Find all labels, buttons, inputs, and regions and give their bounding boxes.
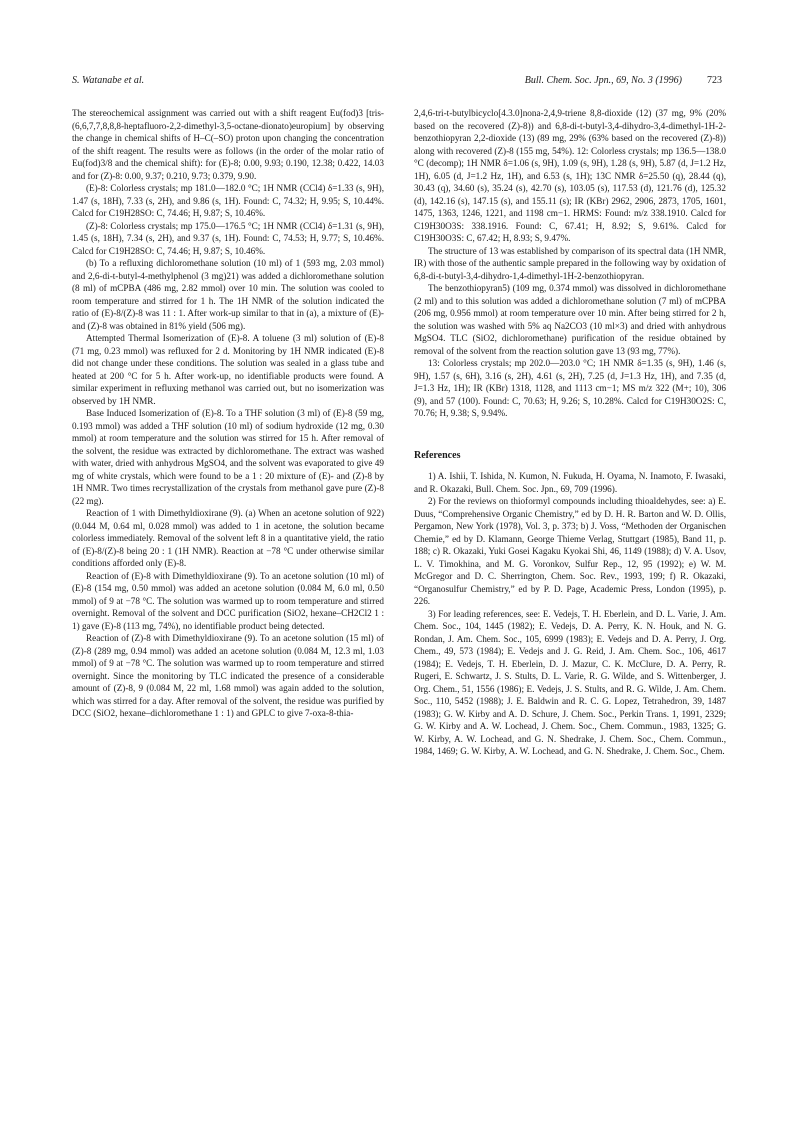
paragraph: The stereochemical assignment was carried out with a shift reagent Eu(fod)3 [tris-(6,6,7,7,8,8,8-heptafluoro-2,2-dimethyl-3,5-octane-dionato)europium] by observing the change in chemical shifts of H–C(–SO) proton upon changing the concentration of the shift reagent. The results were as follows (in the order of the molar ratio of Eu(fod)3/8 and the chemical shift): for (E)-8; 0.00, 9.93; 0.190, 12.38; 0.422, 14.03 and for (Z)-8: 0.00, 9.37; 0.210, 9.73; 0.379, 9.90.	[72, 108, 384, 181]
paragraph: (E)-8: Colorless crystals; mp 181.0—182.0 °C; 1H NMR (CCl4) δ=1.33 (s, 9H), 1.47 (s, 18H), 7.33 (s, 2H), and 9.86 (s, 1H). Found: C, 74.32; H, 9.95; S, 10.44%. Calcd for C19H28SO: C, 74.46; H, 9.87; S, 10.46%.	[72, 183, 384, 218]
right-column	[414, 107, 726, 758]
paragraph: Reaction of (E)-8 with Dimethyldioxirane (9). To an acetone solution (10 ml) of (E)-8 (154 mg, 0.50 mmol) was added an acetone solution (0.084 M, 6.0 ml, 0.50 mmol) of 9 at −78 °C. The solution was warmed up to room temperature and stirred overnight. Removal of the solvent and DCC purification (SiO2, hexane–CH2Cl2 1 : 1) gave (E)-8 (113 mg, 74%), no identifiable product being detected.	[72, 570, 384, 631]
page-number: 723	[707, 75, 722, 86]
reference-item: 3) For leading references, see: E. Vedejs, T. H. Eberlein, and D. L. Varie, J. Am. Chem. Soc., 104, 1445 (1982); E. Vedejs, D. A. Perry, K. N. Houk, and N. G. Rondan, J. Am. Chem. Soc., 105, 6999 (1983); E. Vedejs and D. A. Perry, J. Org. Chem., 49, 573 (1984); E. Vedejs and J. G. Reid, J. Am. Chem. Soc., 106, 4617 (1984); E. Vedejs, T. H. Eberlein, D. J. Mazur, C. K. McClure, D. A. Perry, R. Rugeri, E. Schwartz, J. S. Stults, D. L. Varie, R. G. Wilde, and S. Wittenberger, J. Org. Chem., 51, 1556 (1986); E. Vedejs, J. S. Stults, and R. G. Wilde, J. Am. Chem. Soc., 110, 5452 (1988); J. E. Baldwin and R. C. G. Lopez, Tetrahedron, 39, 1487 (1983); G. W. Kirby and A. D. Schure, J. Chem. Soc., Perkin Trans. 1, 1991, 2329; G. W. Kirby and A. W. Lochead, J. Chem. Soc., Chem. Commun., 1983, 1325; G. W. Kirby, A. W. Lochead, and G. N. Shedrake, J. Chem. Soc., Chem. Commun., 1984, 1469; G. W. Kirby, A. W. Lochead, and G. N. Shedrake, J. Chem. Soc., Chem.	[414, 608, 726, 756]
left-column	[72, 107, 384, 720]
page-header	[72, 74, 722, 88]
running-author: S. Watanabe et al.	[72, 75, 145, 86]
paragraph: (Z)-8: Colorless crystals; mp 175.0—176.5 °C; 1H NMR (CCl4) δ=1.31 (s, 9H), 1.45 (s, 18H), 7.34 (s, 2H), and 9.37 (s, 1H). Found: C, 74.53; H, 9.77; S, 10.46%. Calcd for C19H28SO: C, 74.46; H, 9.87; S, 10.46%.	[72, 220, 384, 256]
running-journal: Bull. Chem. Soc. Jpn., 69, No. 3 (1996)	[524, 75, 682, 86]
paragraph: Base Induced Isomerization of (E)-8. To a THF solution (3 ml) of (E)-8 (59 mg, 0.193 mmol) was added a THF solution (10 ml) of sodium hydroxide (12 mg, 0.30 mmol) at room temperature and the solution was stirred for 15 h. After removal of the solvent, the residue was extracted by dichloromethane. The extract was washed with water, dried with anhydrous MgSO4, and the solvent was evaporated to give 49 mg of white crystals, which were found to be a 1 : 20 mixture of (E)- and (Z)-8 by 1H NMR. Two times recrystallization of the crystals from methanol gave pure (Z)-8 (22 mg).	[72, 408, 384, 506]
paragraph: Attempted Thermal Isomerization of (E)-8. A toluene (3 ml) solution of (E)-8 (71 mg, 0.23 mmol) was refluxed for 2 d. Monitoring by 1H NMR indicated (E)-8 did not change under these conditions. The solution was sealed in a glass tube and heated at 200 °C for 5 h. After work-up, no identifiable products were found. A similar experiment in refluxing methanol was carried out, but no isomerization was observed by 1H NMR.	[72, 333, 384, 406]
paragraph: Reaction of 1 with Dimethyldioxirane (9). (a) When an acetone solution of 922) (0.044 M, 0.64 ml, 0.028 mmol) was added to 1 in acetone, the solution became colorless immediately. Removal of the solvent left 8 in a quantitative yield, the ratio of (E)-8/(Z)-8 being 20 : 1 (1H NMR). Reaction at −78 °C under otherwise similar conditions afforded only (E)-8.	[72, 508, 384, 568]
paragraph: The benzothiopyran5) (109 mg, 0.374 mmol) was dissolved in dichloromethane (2 ml) and to this solution was added a dichloromethane solution (7 ml) of mCPBA (206 mg, 0.956 mmol) at room temperature over 10 min. After being stirred for 2 h, the solution was washed with 5% aq Na2CO3 (10 ml×3) and dried with anhydrous MgSO4. TLC (SiO2, dichloromethane) purification of the residue obtained by removal of the solvent from the reaction solution gave 13 (93 mg, 77%).	[414, 283, 726, 356]
paragraph: The structure of 13 was established by comparison of its spectral data (1H NMR, IR) with those of the authentic sample prepared in the following way by oxidation of 6,8-di-t-butyl-3,4-dihydro-1,4-dimethyl-1H-2-benzothiopyran.	[414, 245, 727, 281]
paragraph: Reaction of (Z)-8 with Dimethyldioxirane (9). To an acetone solution (15 ml) of (Z)-8 (289 mg, 0.94 mmol) was added an acetone solution (0.084 M, 12.3 ml, 1.03 mmol) of 9 at −78 °C. The solution was warmed up to room temperature and stirred overnight. Since the monitoring by TLC indicated the presence of a considerable amount of (Z)-8, 9 (0.084 M, 22 ml, 1.68 mmol) was again added to the solution, which was stirred for a day. After removal of the solvent, the residue was purified by DCC (SiO2, hexane–dichloromethane 1 : 1) and GPLC to give 7-oxa-8-thia-	[72, 633, 384, 718]
references-heading: References	[414, 449, 461, 461]
paragraph: 13: Colorless crystals; mp 202.0—203.0 °C; 1H NMR δ=1.35 (s, 9H), 1.46 (s, 9H), 1.57 (s, 6H), 3.16 (s, 2H), 4.61 (s, 2H), 7.25 (d, J=1.3 Hz, 1H), and 7.35 (d, J=1.3 Hz, 1H); IR (KBr) 1318, 1128, and 1113 cm−1; MS m/z 322 (M+; 10), 306 (9), and 57 (100). Found: C, 70.63; H, 9.26; S, 10.28%. Calcd for C19H30O2S: C, 70.76; H, 9.38; S, 9.94%.	[414, 358, 726, 418]
paragraph: (b) To a refluxing dichloromethane solution (10 ml) of 1 (593 mg, 2.03 mmol) and 2,6-di-t-butyl-4-methylphenol (3 mg)21) was added a dichloromethane solution (8 ml) of mCPBA (486 mg, 2.82 mmol) over 10 min. The solution was cooled to room temperature and stirred for 1 h. The 1H NMR of the solution indicated the ratio of (E)-8/(Z)-8 was 11 : 1. After work-up similar to that in (a), a mixture of (E)- and (Z)-8 was obtained in 81% yield (506 mg).	[72, 258, 384, 331]
reference-item: 2) For the reviews on thioformyl compounds including thioaldehydes, see: a) E. Duus, “Comprehensive Organic Chemistry,” ed by D. H. R. Barton and W. D. Ollis, Pergamon, New York (1978), Vol. 3, p. 373; b) J. Voss, “Methoden der Organischen Chemie,” ed by D. Klamann, George Thieme Verlag, Stuttgart (1985), Band 11, p. 188; c) R. Okazaki, Yuki Gosei Kagaku Kyokai Shi, 46, 1149 (1988); d) V. A. Usov, L. V. Timokhina, and M. G. Voronkov, Sulfur Rep., 12, 95 (1992); e) W. M. McGregor and D. C. Sherrington, Chem. Soc. Rev., 1993, 199; f) R. Okazaki, “Organosulfur Chemistry,” ed by P. D. Page, Academic Press, London (1995), p. 226.	[414, 496, 726, 606]
reference-item: 1) A. Ishii, T. Ishida, N. Kumon, N. Fukuda, H. Oyama, N. Inamoto, F. Iwasaki, and R. Okazaki, Bull. Chem. Soc. Jpn., 69, 709 (1996).	[414, 471, 726, 494]
paragraph: 2,4,6-tri-t-butylbicyclo[4.3.0]nona-2,4,9-triene 8,8-dioxide (12) (37 mg, 9% (20% based on the recovered (Z)-8)) and 6,8-di-t-butyl-3,4-dihydro-3,4-dimethyl-1H-2-benzothiopyran 2,2-dioxide (13) (89 mg, 29% (63% based on the recovered (Z)-8)) along with recovered (Z)-8 (155 mg, 54%). 12: Colorless crystals; mp 136.5—138.0 °C (decomp); 1H NMR δ=1.06 (s, 9H), 1.09 (s, 9H), 1.28 (s, 9H), 5.87 (d, J=1.2 Hz, 1H), 6.05 (d, J=1.2 Hz, 1H), and 6.53 (s, 1H); 13C NMR δ=25.50 (q), 28.44 (q), 30.43 (q), 34.60 (s), 35.24 (s), 42.70 (s), 103.05 (s), 117.53 (d), 121.76 (d), 125.32 (d), 142.16 (s), 147.15 (s), and 155.11 (s); IR (KBr) 2962, 2906, 2873, 1705, 1601, 1475, 1363, 1246, 1221, and 1198 cm−1. HRMS: Found: m/z 338.1910. Calcd for C19H30O3S: 338.1916. Found: C, 67.41; H, 8.92; S, 9.61%. Calcd for C19H30O3S: C, 67.42; H, 8.93; S, 9.47%.	[414, 108, 726, 243]
